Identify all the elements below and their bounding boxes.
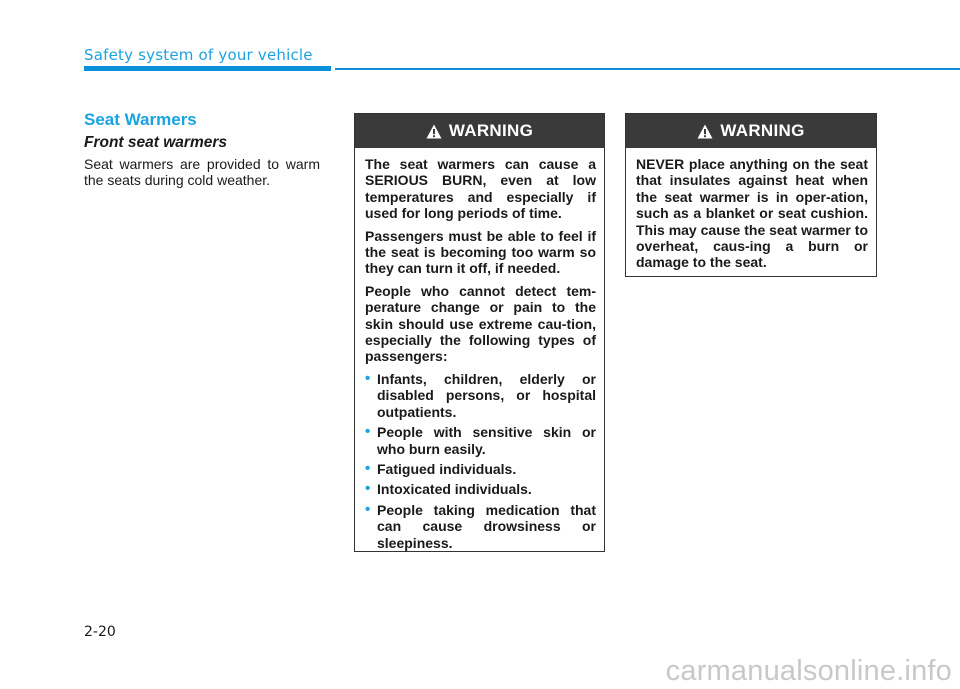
warning-paragraph: People who cannot detect tem-perature change or pain to the skin should use extreme cau-tion, especially the following types of passengers: — [365, 282, 596, 365]
bullet-icon: • — [365, 500, 371, 518]
warning-paragraph: NEVER place anything on the seat that insulates against heat when the seat warmer is in oper-ation, such as a blanket or seat cushion. This may cause the seat warmer to overheat, caus-ing a burn or damage to the seat. — [636, 156, 868, 271]
warning-paragraph: Passengers must be able to feel if the seat is becoming too warm so they can turn it off, if needed. — [365, 227, 596, 277]
warning-body — [626, 148, 876, 285]
header-rule-thick — [84, 66, 331, 71]
warning-heading: WARNING — [720, 121, 805, 140]
warning-box-insulation — [625, 113, 877, 277]
warning-heading: WARNING — [448, 121, 534, 140]
warning-triangle-icon — [697, 124, 713, 139]
bullet-icon: • — [365, 459, 371, 477]
page-title: Seat Warmers — [84, 110, 197, 129]
warning-header — [355, 114, 604, 148]
section-header-title: Safety system of your vehicle — [84, 46, 313, 64]
bullet-icon: • — [365, 480, 371, 498]
subsection-title: Front seat warmers — [84, 134, 227, 151]
warning-triangle-icon — [426, 124, 442, 139]
bullet-icon: • — [365, 369, 371, 387]
warning-paragraph: The seat warmers can cause a SERIOUS BURN, even at low temperatures and especially if used for long periods of time. — [365, 156, 596, 222]
header-rule-thin — [335, 68, 960, 70]
warning-bullet-list — [365, 371, 596, 551]
body-paragraph: Seat warmers are provided to warm the seats during cold weather. — [84, 156, 320, 188]
list-item: • People with sensitive skin or who burn easily. — [365, 423, 596, 457]
list-item: • Infants, children, elderly or disabled persons, or hospital outpatients. — [365, 369, 596, 420]
page-number: 2-20 — [84, 624, 116, 640]
warning-box-burn — [354, 113, 605, 552]
warning-body — [355, 148, 604, 563]
watermark: carmanualsonline.info — [665, 655, 952, 687]
list-item: • Fatigued individuals. — [365, 459, 517, 477]
warning-header — [626, 114, 876, 148]
list-item: • People taking medication that can cause drowsiness or sleepiness. — [365, 500, 596, 551]
list-item: • Intoxicated individuals. — [365, 480, 532, 498]
bullet-icon: • — [365, 423, 371, 441]
